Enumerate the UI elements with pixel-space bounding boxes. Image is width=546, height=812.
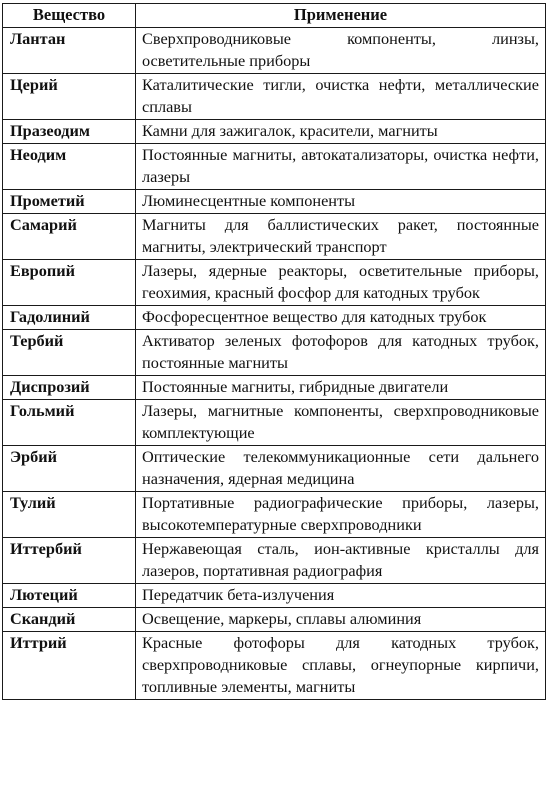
table-row [3, 446, 546, 492]
column-header-application: Применение [136, 4, 546, 28]
substance-cell: Гадолиний [3, 306, 136, 330]
substance-cell: Тулий [3, 492, 136, 538]
application-cell: Камни для зажигалок, красители, магниты [136, 120, 546, 144]
table-row [3, 492, 546, 538]
substance-cell: Лантан [3, 28, 136, 74]
application-cell: Оптические телекоммуникационные сети дальнего назначения, ядерная медицина [136, 446, 546, 492]
table-row [3, 214, 546, 260]
substance-cell: Иттрий [3, 632, 136, 700]
table-header-row [3, 4, 546, 28]
table-row [3, 190, 546, 214]
application-cell: Люминесцентные компоненты [136, 190, 546, 214]
substance-cell: Самарий [3, 214, 136, 260]
column-header-substance: Вещество [3, 4, 136, 28]
table-row [3, 608, 546, 632]
substance-cell: Лютеций [3, 584, 136, 608]
table-row [3, 144, 546, 190]
table-row [3, 400, 546, 446]
table-row [3, 632, 546, 700]
substance-cell: Скандий [3, 608, 136, 632]
application-cell: Постоянные магниты, автокатализаторы, очистка нефти, лазеры [136, 144, 546, 190]
substance-cell: Неодим [3, 144, 136, 190]
substance-cell: Тербий [3, 330, 136, 376]
rare-earth-applications-table [2, 3, 546, 700]
application-cell: Нержавеющая сталь, ион-активные кристаллы для лазеров, портативная радиография [136, 538, 546, 584]
table-row [3, 74, 546, 120]
application-cell: Каталитические тигли, очистка нефти, металлические сплавы [136, 74, 546, 120]
table-row [3, 28, 546, 74]
table-row [3, 120, 546, 144]
application-cell: Постоянные магниты, гибридные двигатели [136, 376, 546, 400]
application-cell: Фосфоресцентное вещество для катодных трубок [136, 306, 546, 330]
application-cell: Лазеры, ядерные реакторы, осветительные приборы, геохимия, красный фосфор для катодных трубок [136, 260, 546, 306]
application-cell: Лазеры, магнитные компоненты, сверхпроводниковые комплектующие [136, 400, 546, 446]
substance-cell: Эрбий [3, 446, 136, 492]
application-cell: Освещение, маркеры, сплавы алюминия [136, 608, 546, 632]
table-row [3, 584, 546, 608]
table-row [3, 306, 546, 330]
application-cell: Красные фотофоры для катодных трубок, сверхпроводниковые сплавы, огнеупорные кирпичи, топливные элементы, магниты [136, 632, 546, 700]
substance-cell: Гольмий [3, 400, 136, 446]
table-row [3, 538, 546, 584]
substance-cell: Церий [3, 74, 136, 120]
substance-cell: Европий [3, 260, 136, 306]
table-row [3, 330, 546, 376]
application-cell: Сверхпроводниковые компоненты, линзы, осветительные приборы [136, 28, 546, 74]
table-row [3, 376, 546, 400]
application-cell: Активатор зеленых фотофоров для катодных трубок, постоянные магниты [136, 330, 546, 376]
application-cell: Передатчик бета-излучения [136, 584, 546, 608]
table-row [3, 260, 546, 306]
substance-cell: Прометий [3, 190, 136, 214]
substance-cell: Диспрозий [3, 376, 136, 400]
substance-cell: Иттербий [3, 538, 136, 584]
application-cell: Портативные радиографические приборы, лазеры, высокотемпературные сверхпроводники [136, 492, 546, 538]
substance-cell: Празеодим [3, 120, 136, 144]
application-cell: Магниты для баллистических ракет, постоянные магниты, электрический транспорт [136, 214, 546, 260]
